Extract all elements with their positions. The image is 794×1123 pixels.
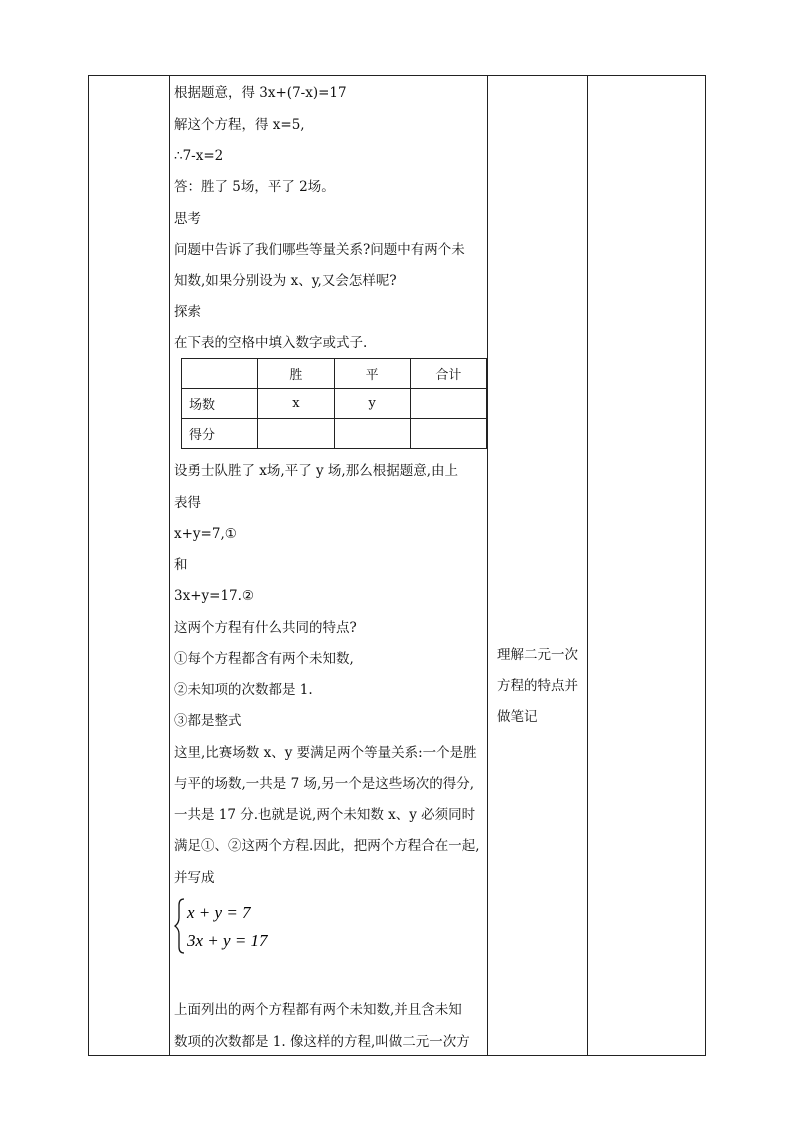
fill-in-table (181, 358, 487, 449)
content-line: ②未知项的次数都是 1. (174, 682, 313, 698)
content-line: 答：胜了 5场，平了 2场。 (174, 179, 335, 195)
equation-system (174, 896, 294, 956)
table-header: 平 (334, 359, 410, 389)
teaching-content-cell (169, 76, 487, 1055)
student-activity-line: 理解二元一次 (497, 647, 578, 663)
table-cell (410, 389, 486, 419)
content-line: 表得 (174, 495, 201, 511)
content-line: 这里,比赛场数 x、y 要满足两个等量关系:一个是胜 (174, 745, 477, 761)
content-line: 与平的场数,一共是 7 场,另一个是这些场次的得分, (174, 776, 475, 792)
content-line: 和 (174, 557, 188, 573)
content-line: 解这个方程，得 x=5, (174, 117, 305, 133)
equation-line: 3x+y=17.② (174, 588, 255, 604)
content-line: 问题中告诉了我们哪些等量关系?问题中有两个未 (174, 242, 465, 258)
content-line: 这两个方程有什么共同的特点? (174, 620, 357, 636)
content-line: 数项的次数都是 1. 像这样的方程,叫做二元一次方 (174, 1034, 470, 1050)
column-divider (487, 76, 488, 1055)
equation-2: 3x + y = 17 (187, 931, 268, 950)
content-line: ∴7-x=2 (174, 148, 224, 164)
column-divider (587, 76, 588, 1055)
content-line: 设勇士队胜了 x场,平了 y 场,那么根据题意,由上 (174, 463, 458, 479)
content-line: ①每个方程都含有两个未知数, (174, 651, 354, 667)
table-cell (334, 419, 410, 449)
content-line: 上面列出的两个方程都有两个未知数,并且含未知 (174, 1002, 462, 1018)
content-line: 根据题意，得 3x+(7-x)=17 (174, 85, 347, 101)
content-line: 并写成 (174, 870, 215, 886)
table-row (182, 389, 487, 419)
table-cell: 场数 (182, 389, 258, 419)
student-activity-line: 方程的特点并 (497, 678, 578, 694)
section-heading-explore: 探索 (174, 304, 201, 320)
section-heading-think: 思考 (174, 211, 201, 227)
table-cell (258, 419, 334, 449)
table-header: 合计 (410, 359, 486, 389)
equation-1: x + y = 7 (187, 903, 251, 922)
content-line: 知数,如果分别设为 x、y,又会怎样呢? (174, 273, 397, 289)
student-activity-line: 做笔记 (497, 709, 538, 725)
table-header-row (182, 359, 487, 389)
lesson-plan-table (88, 75, 706, 1056)
table-cell: x (258, 389, 334, 419)
content-line: 在下表的空格中填入数字或式子. (174, 335, 368, 351)
equation-line: x+y=7,① (174, 526, 237, 542)
table-cell (410, 419, 486, 449)
content-line: 满足①、②这两个方程.因此，把两个方程合在一起, (174, 838, 480, 854)
table-header (182, 359, 258, 389)
table-cell: y (334, 389, 410, 419)
table-row (182, 419, 487, 449)
content-line: 一共是 17 分.也就是说,两个未知数 x、y 必须同时 (174, 807, 476, 823)
content-line: ③都是整式 (174, 713, 242, 729)
table-header: 胜 (258, 359, 334, 389)
table-cell: 得分 (182, 419, 258, 449)
left-brace (175, 899, 184, 953)
